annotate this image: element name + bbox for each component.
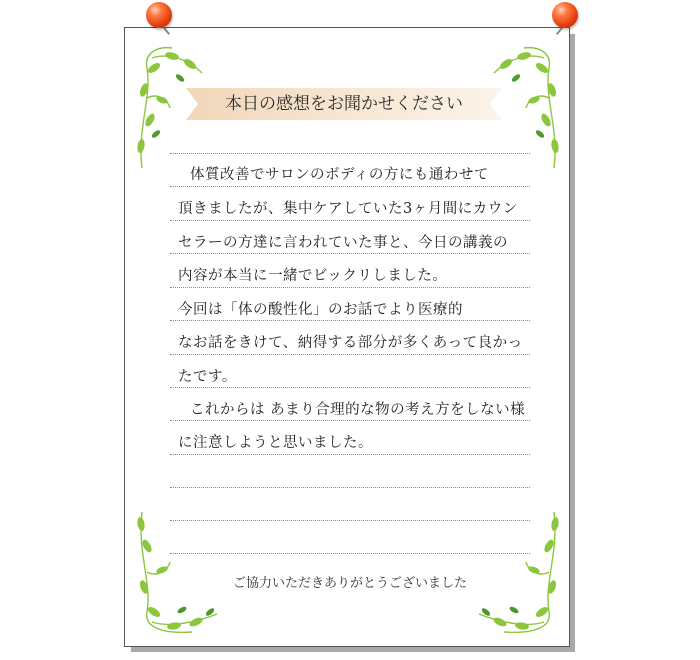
thank-you-footer: ご協力いただきありがとうございました [232, 576, 467, 591]
handwritten-line: これからは あまり合理的な物の考え方をしない様 [190, 402, 526, 418]
ruled-line [170, 487, 530, 488]
pushpin-left-icon [146, 2, 172, 28]
pushpin-right-icon [552, 2, 578, 28]
handwritten-line: 体質改善でサロンのボディの方にも通わせて [190, 167, 489, 183]
handwritten-line: 今回は「体の酸性化」のお話でより医療的 [178, 302, 463, 318]
handwritten-line: 内容が本当に一緒でビックリしました。 [178, 268, 448, 284]
title-banner [186, 88, 502, 120]
ruled-line [170, 220, 530, 221]
handwritten-line: 頂きましたが、集中ケアしていた3ヶ月間にカウン [178, 201, 518, 217]
ruled-line [170, 253, 530, 254]
ruled-line [170, 553, 530, 554]
handwritten-line: たです。 [178, 369, 237, 385]
handwritten-line: なお話をきけて、納得する部分が多くあって良かっ [178, 335, 523, 351]
handwritten-line: に注意しようと思いました。 [178, 435, 373, 451]
handwritten-line: セラーの方達に言われていた事と、今日の講義の [178, 235, 508, 251]
ruled-line [170, 320, 530, 321]
ruled-line [170, 287, 530, 288]
ruled-line [170, 420, 530, 421]
ruled-line [170, 454, 530, 455]
ruled-line [170, 520, 530, 521]
page-title: 本日の感想をお聞かせください [225, 94, 463, 114]
ruled-line [170, 186, 530, 187]
ruled-line [170, 387, 530, 388]
ruled-line [170, 153, 530, 154]
ruled-line [170, 354, 530, 355]
